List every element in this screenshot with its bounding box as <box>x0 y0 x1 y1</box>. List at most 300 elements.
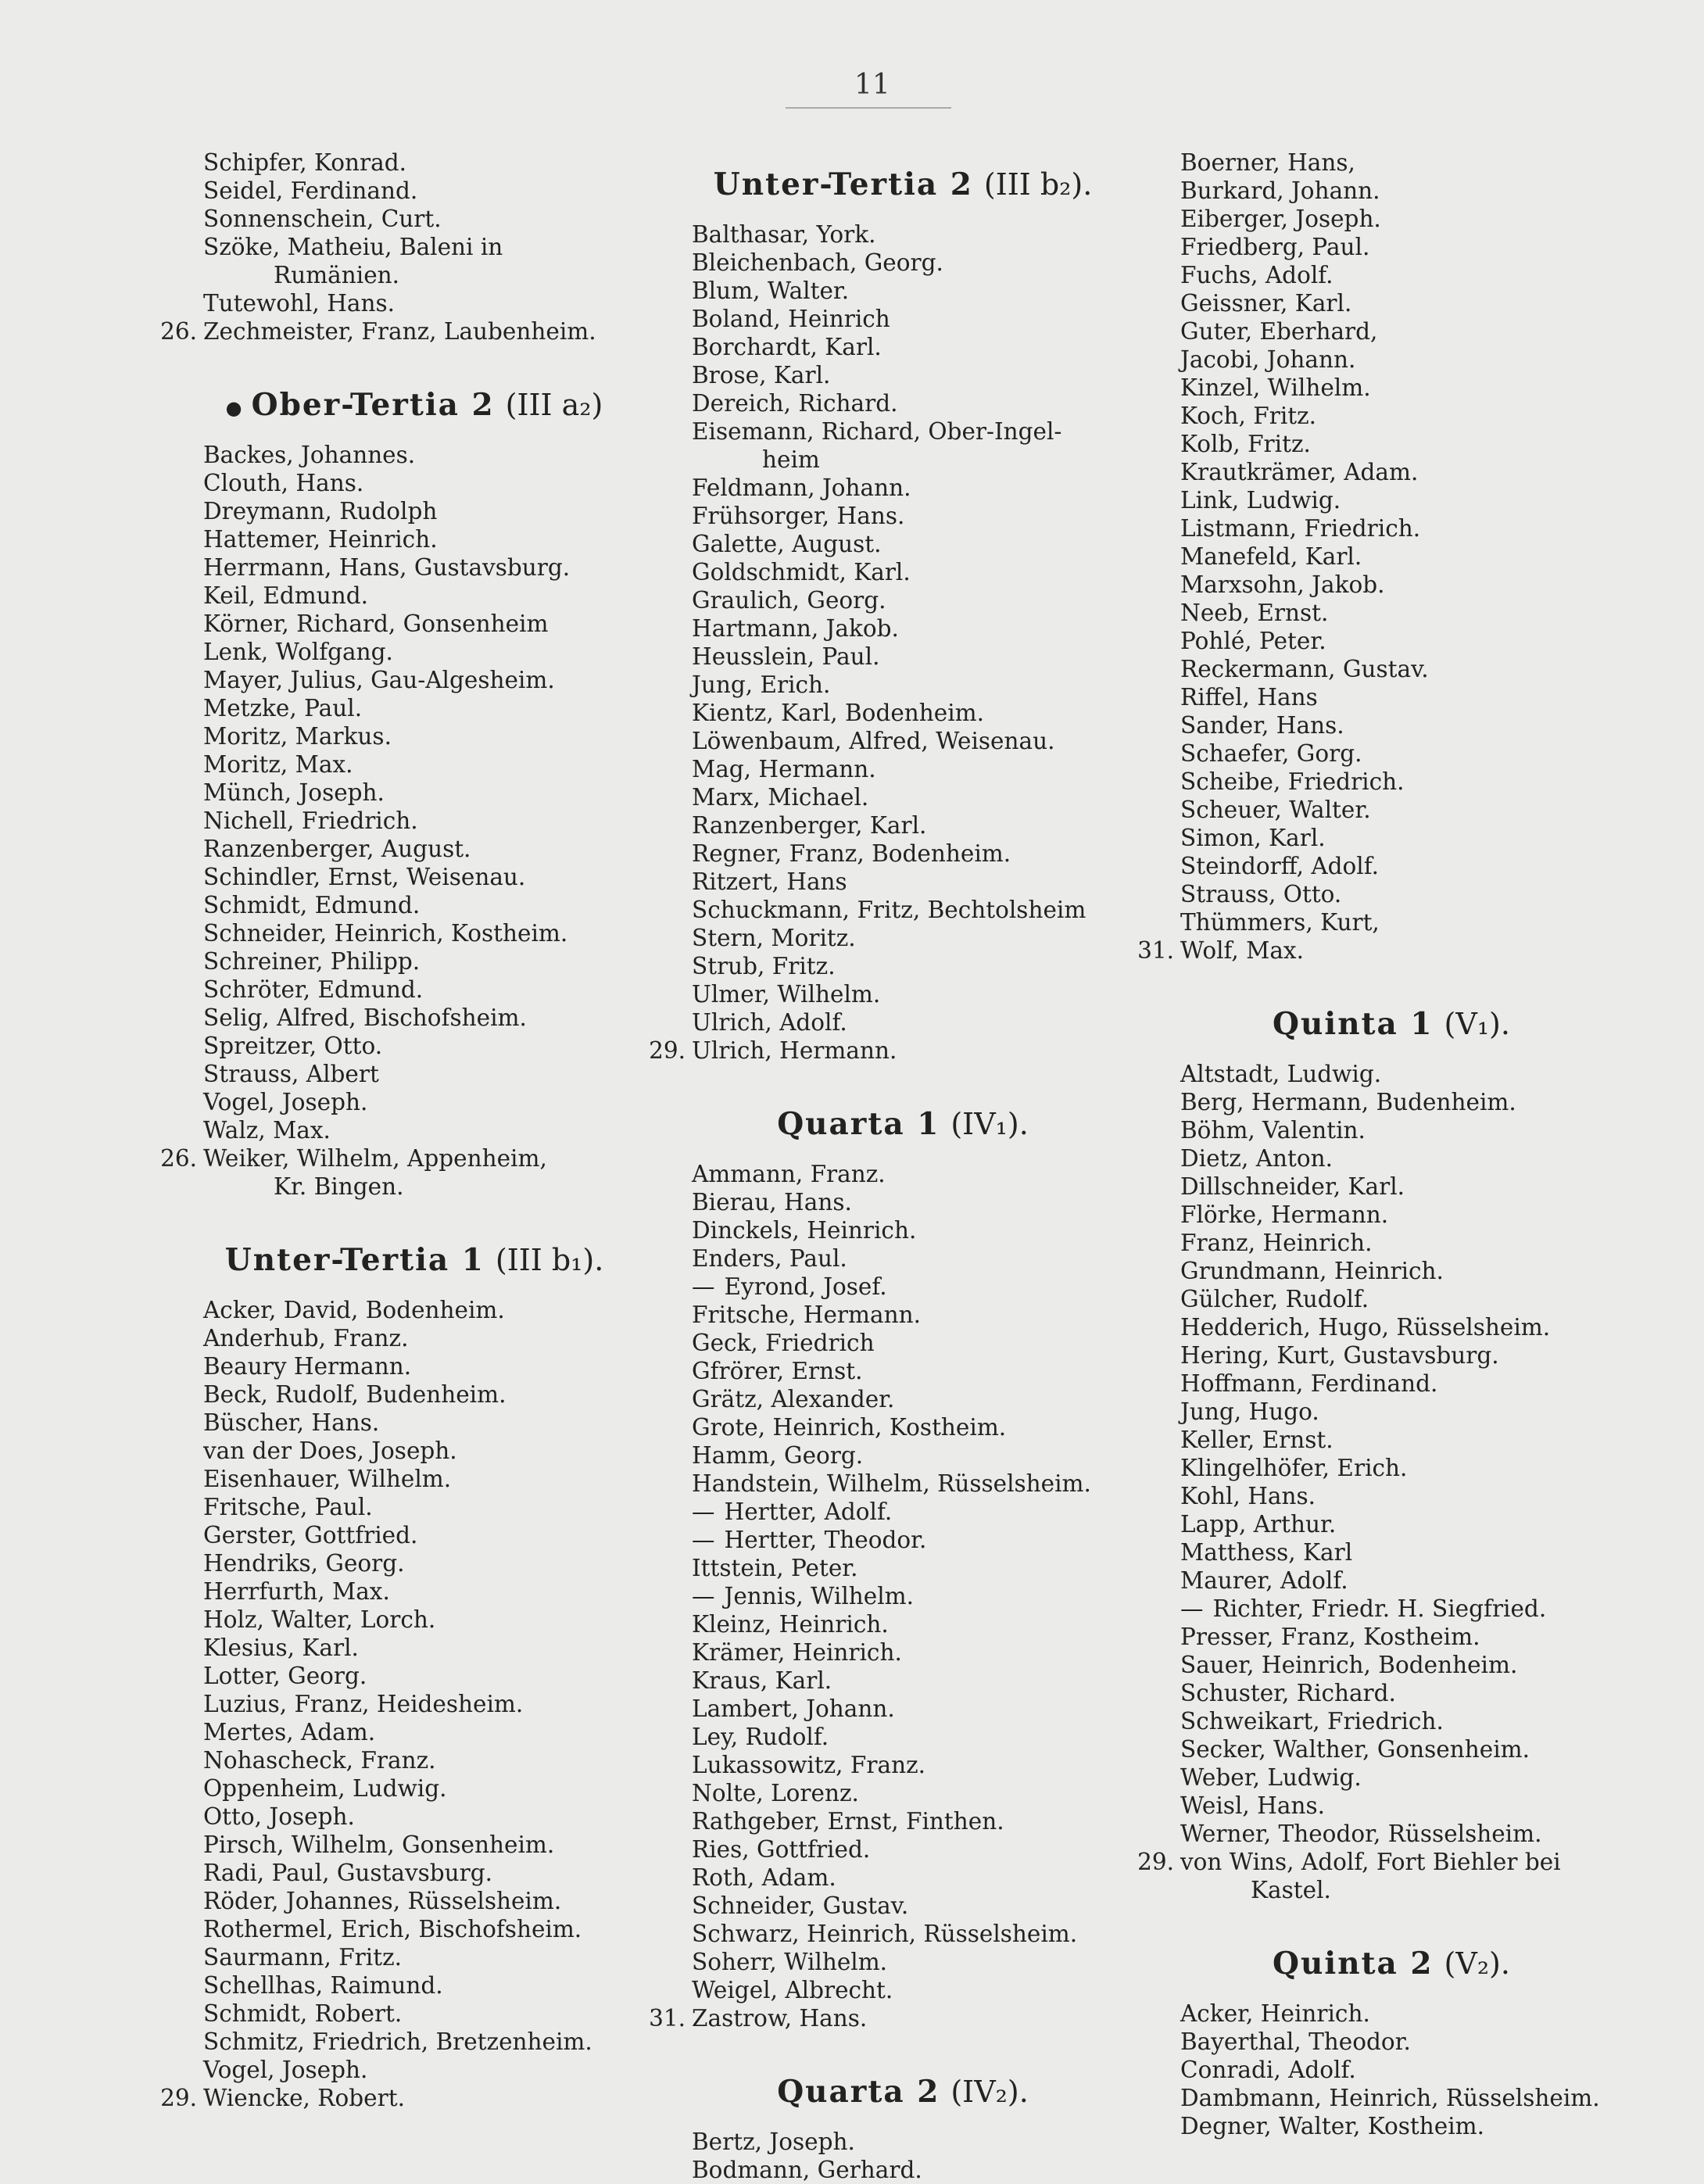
class-heading-title: Ober-Tertia 2 <box>251 387 495 423</box>
student-entry <box>637 417 1169 446</box>
student-entry <box>149 1324 680 1352</box>
student-name: Bodmann, Gerhard. <box>692 2157 922 2183</box>
student-entry <box>149 1549 680 1577</box>
student-name: Ritzert, Hans <box>692 868 847 895</box>
student-name: Guter, Eberhard, <box>1180 318 1378 345</box>
class-count: 29. <box>649 1037 686 1064</box>
student-entry <box>1126 1707 1657 1735</box>
student-entry <box>637 1244 1169 1273</box>
student-name: von Wins, Adolf, Fort Biehler bei <box>1180 1849 1561 1875</box>
student-entry <box>637 1470 1169 1498</box>
class-heading <box>149 1224 680 1296</box>
class-heading-title: Quarta 2 <box>777 2074 940 2110</box>
student-entry <box>637 1638 1169 1667</box>
student-name: Strub, Fritz. <box>692 953 836 979</box>
student-name: Hertter, Adolf. <box>724 1498 893 1525</box>
student-name: Schuckmann, Fritz, Bechtolsheim <box>692 897 1086 923</box>
student-name: Flörke, Hermann. <box>1180 1201 1389 1228</box>
student-entry <box>1126 2084 1657 2112</box>
student-entry <box>637 896 1169 924</box>
student-entry <box>637 952 1169 980</box>
student-name: Herrfurth, Max. <box>203 1578 390 1605</box>
student-name: Boland, Heinrich <box>692 306 890 332</box>
student-name: Hendriks, Georg. <box>203 1550 405 1577</box>
dash-mark: — <box>692 1498 715 1525</box>
student-entry <box>149 1437 680 1465</box>
student-name: Vogel, Joseph. <box>203 1089 368 1115</box>
student-name: Otto, Joseph. <box>203 1803 355 1830</box>
student-name: Lukassowitz, Franz. <box>692 1752 926 1778</box>
student-name: Sonnenschein, Curt. <box>203 206 442 232</box>
student-entry <box>637 1357 1169 1385</box>
student-name: Klesius, Karl. <box>203 1634 359 1661</box>
student-name: Hoffmann, Ferdinand. <box>1180 1370 1438 1397</box>
student-name: Hedderich, Hugo, Rüsselsheim. <box>1180 1314 1551 1341</box>
student-name: Hertter, Theodor. <box>724 1527 927 1553</box>
student-name: Mertes, Adam. <box>203 1719 376 1745</box>
student-entry-continuation <box>149 1173 680 1201</box>
student-entry <box>149 1465 680 1493</box>
student-entry <box>637 277 1169 305</box>
student-name: Weber, Ludwig. <box>1180 1764 1362 1791</box>
student-entry <box>1126 1763 1657 1792</box>
student-name: Ittstein, Peter. <box>692 1555 858 1581</box>
student-name: Sander, Hans. <box>1180 712 1344 739</box>
student-name: Clouth, Hans. <box>203 470 364 496</box>
class-heading <box>637 1088 1169 1160</box>
student-entry <box>149 289 680 317</box>
student-entry <box>637 361 1169 389</box>
student-name: Goldschmidt, Karl. <box>692 559 911 585</box>
student-name: Kohl, Hans. <box>1180 1483 1316 1509</box>
student-name: Backes, Johannes. <box>203 442 416 468</box>
student-entry <box>149 666 680 694</box>
student-name: Fritsche, Paul. <box>203 1494 373 1520</box>
student-name: Maurer, Adolf. <box>1180 1567 1348 1594</box>
student-entry-continuation <box>149 261 680 289</box>
student-name: Koch, Fritz. <box>1180 403 1317 429</box>
student-name: Schmidt, Robert. <box>203 2000 403 2027</box>
student-name: Ammann, Franz. <box>692 1161 886 1187</box>
student-entry <box>637 1835 1169 1864</box>
student-name: Dillschneider, Karl. <box>1180 1173 1405 1200</box>
student-entry <box>149 1144 680 1173</box>
class-count: 31. <box>649 2005 686 2032</box>
student-entry <box>149 1409 680 1437</box>
student-name: Hartmann, Jakob. <box>692 615 899 642</box>
student-entry <box>1126 2028 1657 2056</box>
student-entry <box>1126 149 1657 177</box>
student-name: Marx, Michael. <box>692 784 869 811</box>
student-entry <box>149 2028 680 2056</box>
student-name: Röder, Johannes, Rüsselsheim. <box>203 1888 562 1914</box>
student-entry <box>1126 768 1657 796</box>
student-name: Rothermel, Erich, Bischofsheim. <box>203 1916 582 1942</box>
student-name: Eisemann, Richard, Ober-Ingel- <box>692 418 1062 445</box>
student-name: Gfrörer, Ernst. <box>692 1358 863 1384</box>
student-entry <box>637 1920 1169 1948</box>
student-name: Spreitzer, Otto. <box>203 1033 383 1059</box>
student-name: Hering, Kurt, Gustavsburg. <box>1180 1342 1499 1369</box>
student-name: Neeb, Ernst. <box>1180 600 1329 626</box>
student-name: Conradi, Adolf. <box>1180 2057 1356 2083</box>
student-entry <box>1126 346 1657 374</box>
class-count: 29. <box>1137 1849 1174 1875</box>
student-name: Bierau, Hans. <box>692 1189 852 1216</box>
student-name: Zechmeister, Franz, Laubenheim. <box>203 318 596 345</box>
student-name: Blum, Walter. <box>692 277 850 304</box>
student-entry <box>637 1807 1169 1835</box>
student-name: Presser, Franz, Kostheim. <box>1180 1624 1480 1650</box>
student-entry <box>1126 402 1657 430</box>
class-count: 26. <box>160 318 197 345</box>
student-name: Pirsch, Wilhelm, Gonsenheim. <box>203 1831 555 1858</box>
student-entry <box>1126 880 1657 908</box>
student-name: Moritz, Max. <box>203 751 353 778</box>
class-heading-code: (III b₂). <box>983 167 1093 202</box>
student-name: Dreymann, Rudolph <box>203 498 438 525</box>
student-name: Borchardt, Karl. <box>692 334 882 360</box>
student-name: Kolb, Fritz. <box>1180 431 1311 457</box>
student-name: Schreiner, Philipp. <box>203 948 421 975</box>
student-name: Matthess, Karl <box>1180 1539 1353 1566</box>
student-entry <box>1126 824 1657 852</box>
student-name: Marxsohn, Jakob. <box>1180 571 1385 598</box>
student-entry <box>637 1723 1169 1751</box>
student-name: Grundmann, Heinrich. <box>1180 1258 1444 1284</box>
student-entry <box>149 947 680 976</box>
student-entry <box>637 1498 1169 1526</box>
student-entry <box>1126 627 1657 655</box>
student-name: Nolte, Lorenz. <box>692 1780 859 1806</box>
student-entry <box>1126 936 1657 965</box>
student-name: Link, Ludwig. <box>1180 487 1341 514</box>
student-name: Heusslein, Paul. <box>692 643 880 670</box>
student-entry <box>149 1116 680 1144</box>
student-name: Saurmann, Fritz. <box>203 1944 402 1971</box>
student-entry <box>637 1188 1169 1216</box>
student-entry <box>1126 1313 1657 1341</box>
student-name: Stern, Moritz. <box>692 925 856 951</box>
student-name: Lambert, Johann. <box>692 1695 895 1722</box>
student-name: Brose, Karl. <box>692 362 831 388</box>
student-name: Ranzenberger, Karl. <box>692 812 927 839</box>
student-name: Ulrich, Adolf. <box>692 1009 847 1036</box>
student-entry <box>1126 289 1657 317</box>
student-name: Tutewohl, Hans. <box>203 290 396 317</box>
student-entry <box>637 614 1169 643</box>
student-name: Metzke, Paul. <box>203 695 363 721</box>
student-name: Graulich, Georg. <box>692 587 886 614</box>
student-entry <box>637 755 1169 783</box>
student-name: Manefeld, Karl. <box>1180 543 1362 570</box>
student-entry <box>1126 1566 1657 1595</box>
student-name: Feldmann, Johann. <box>692 474 911 501</box>
student-name: Ulrich, Hermann. <box>692 1037 897 1064</box>
student-name: Gülcher, Rudolf. <box>1180 1286 1369 1312</box>
student-name: Anderhub, Franz. <box>203 1325 409 1352</box>
class-heading-code: (III a₂) <box>505 388 603 422</box>
student-entry <box>1126 1116 1657 1144</box>
student-entry <box>637 980 1169 1008</box>
student-entry <box>149 1746 680 1774</box>
student-name: Riffel, Hans <box>1180 684 1318 711</box>
student-entry <box>1126 1341 1657 1369</box>
student-entry <box>1126 1482 1657 1510</box>
student-name: Thümmers, Kurt, <box>1180 909 1380 936</box>
student-entry <box>637 474 1169 502</box>
student-entry <box>149 1088 680 1116</box>
student-name: Eyrond, Josef. <box>724 1273 887 1300</box>
student-name: Berg, Hermann, Budenheim. <box>1180 1089 1516 1115</box>
student-name: Hamm, Georg. <box>692 1442 864 1469</box>
student-name: Reckermann, Gustav. <box>1180 656 1429 682</box>
class-heading-title: Quinta 1 <box>1273 1006 1434 1042</box>
student-entry <box>149 891 680 919</box>
student-name: Dereich, Richard. <box>692 390 898 417</box>
dash-mark: — <box>692 1273 715 1300</box>
student-name: Radi, Paul, Gustavsburg. <box>203 1860 493 1886</box>
student-name: Schweikart, Friedrich. <box>1180 1708 1444 1735</box>
student-name: Listmann, Friedrich. <box>1180 515 1421 542</box>
student-entry <box>1126 1820 1657 1848</box>
column-1 <box>149 149 680 2112</box>
student-name: Schuster, Richard. <box>1180 1680 1396 1706</box>
student-name: Weigel, Albrecht. <box>692 1977 893 2003</box>
student-name: Ries, Gottfried. <box>692 1836 871 1863</box>
student-entry <box>637 1037 1169 1065</box>
student-entry <box>637 1751 1169 1779</box>
student-name: Weiker, Wilhelm, Appenheim, <box>203 1145 547 1172</box>
student-entry <box>1126 1144 1657 1173</box>
student-name: Rumänien. <box>274 262 400 288</box>
student-entry <box>1126 177 1657 205</box>
student-name: Kientz, Karl, Bodenheim. <box>692 700 985 726</box>
class-heading-code: (V₂). <box>1444 1946 1510 1981</box>
student-entry <box>149 525 680 553</box>
class-count: 29. <box>160 2085 197 2111</box>
student-entry <box>149 1380 680 1409</box>
student-name: Geck, Friedrich <box>692 1330 875 1356</box>
student-entry <box>637 1329 1169 1357</box>
student-entry <box>1126 205 1657 233</box>
student-name: Krautkrämer, Adam. <box>1180 459 1419 485</box>
student-entry <box>637 1385 1169 1413</box>
student-entry <box>1126 1679 1657 1707</box>
student-name: Walz, Max. <box>203 1117 331 1144</box>
student-entry <box>1126 486 1657 514</box>
class-heading-title: Quarta 1 <box>777 1106 940 1142</box>
student-entry <box>1126 655 1657 683</box>
student-name: van der Does, Joseph. <box>203 1438 457 1464</box>
student-name: Altstadt, Ludwig. <box>1180 1061 1382 1087</box>
student-name: Enders, Paul. <box>692 1245 847 1272</box>
student-name: Steindorff, Adolf. <box>1180 853 1379 879</box>
student-entry <box>149 694 680 722</box>
student-entry <box>637 1301 1169 1329</box>
student-entry <box>1126 1426 1657 1454</box>
student-entry <box>637 840 1169 868</box>
student-entry <box>637 1667 1169 1695</box>
student-name: Scheibe, Friedrich. <box>1180 768 1405 795</box>
student-name: Büscher, Hans. <box>203 1409 380 1436</box>
student-entry <box>637 671 1169 699</box>
student-entry <box>1126 233 1657 261</box>
student-name: Simon, Karl. <box>1180 825 1326 851</box>
student-name: Scheuer, Walter. <box>1180 797 1371 823</box>
student-entry <box>637 1779 1169 1807</box>
student-name: Schneider, Gustav. <box>692 1892 909 1919</box>
student-name: Beaury Hermann. <box>203 1353 412 1380</box>
student-name: Hattemer, Heinrich. <box>203 526 438 553</box>
student-name: Kraus, Karl. <box>692 1667 832 1694</box>
student-name: Schipfer, Konrad. <box>203 149 406 176</box>
student-entry <box>149 553 680 582</box>
student-entry <box>637 1008 1169 1037</box>
student-entry <box>637 1526 1169 1554</box>
class-heading <box>1126 1928 1657 2000</box>
student-entry <box>637 1892 1169 1920</box>
class-heading-code: (IV₁). <box>950 1107 1029 1141</box>
student-entry <box>1126 1088 1657 1116</box>
student-entry <box>637 333 1169 361</box>
student-name: Balthasar, York. <box>692 221 876 248</box>
student-entry <box>1126 1454 1657 1482</box>
student-name: Bayerthal, Theodor. <box>1180 2028 1411 2055</box>
student-entry-continuation <box>1126 1876 1657 1904</box>
student-entry <box>637 1695 1169 1723</box>
student-name: Keller, Ernst. <box>1180 1427 1333 1453</box>
student-entry <box>149 1943 680 1971</box>
student-name: Werner, Theodor, Rüsselsheim. <box>1180 1821 1542 1847</box>
student-entry <box>1126 542 1657 571</box>
student-entry <box>1126 1623 1657 1651</box>
student-entry <box>149 1662 680 1690</box>
student-entry <box>637 811 1169 840</box>
student-entry <box>637 1610 1169 1638</box>
class-heading-title: Quinta 2 <box>1273 1946 1434 1982</box>
student-name: Keil, Edmund. <box>203 582 368 609</box>
student-name: Schindler, Ernst, Weisenau. <box>203 864 526 890</box>
student-name: Ulmer, Wilhelm. <box>692 981 881 1008</box>
student-entry <box>149 1859 680 1887</box>
class-heading <box>637 2056 1169 2128</box>
student-entry <box>149 149 680 177</box>
student-entry <box>1126 1595 1657 1623</box>
student-entry <box>149 919 680 947</box>
student-entry <box>637 1441 1169 1470</box>
student-name: Nohascheck, Franz. <box>203 1747 436 1774</box>
student-name: Körner, Richard, Gonsenheim <box>203 610 549 637</box>
student-name: Szöke, Matheiu, Baleni in <box>203 234 503 260</box>
student-entry <box>1126 2000 1657 2028</box>
student-entry <box>637 727 1169 755</box>
student-entry <box>149 1718 680 1746</box>
student-entry <box>149 1803 680 1831</box>
student-entry <box>149 441 680 469</box>
student-name: Kinzel, Wilhelm. <box>1180 374 1371 401</box>
student-entry <box>149 317 680 346</box>
student-name: Beck, Rudolf, Budenheim. <box>203 1381 507 1408</box>
student-name: Gerster, Gottfried. <box>203 1522 418 1548</box>
student-entry <box>1126 1848 1657 1876</box>
student-name: Luzius, Franz, Heidesheim. <box>203 1691 524 1717</box>
dash-mark: — <box>1180 1595 1204 1622</box>
student-entry <box>149 1060 680 1088</box>
student-entry <box>637 1554 1169 1582</box>
student-name: Kleinz, Heinrich. <box>692 1611 889 1638</box>
student-entry <box>1126 852 1657 880</box>
student-name: Herrmann, Hans, Gustavsburg. <box>203 554 571 581</box>
student-name: Geissner, Karl. <box>1180 290 1352 317</box>
student-entry <box>1126 1201 1657 1229</box>
student-entry <box>637 558 1169 586</box>
student-name: heim <box>762 446 820 473</box>
student-name: Zastrow, Hans. <box>692 2005 868 2032</box>
student-name: Schmidt, Edmund. <box>203 892 421 918</box>
student-name: Frühsorger, Hans. <box>692 503 905 529</box>
student-name: Oppenheim, Ludwig. <box>203 1775 447 1802</box>
student-entry <box>149 2084 680 2112</box>
class-heading-title: Unter-Tertia 1 <box>224 1242 485 1278</box>
student-entry <box>637 1582 1169 1610</box>
student-name: Jung, Hugo. <box>1180 1398 1319 1425</box>
student-name: Krämer, Heinrich. <box>692 1639 902 1666</box>
student-name: Münch, Joseph. <box>203 779 385 806</box>
student-name: Grote, Heinrich, Kostheim. <box>692 1414 1007 1441</box>
column-2 <box>637 149 1169 2184</box>
student-name: Regner, Franz, Bodenheim. <box>692 840 1011 867</box>
student-entry <box>149 2000 680 2028</box>
bullet-mark: ● <box>225 396 242 419</box>
student-entry <box>637 868 1169 896</box>
student-name: Eisenhauer, Wilhelm. <box>203 1466 452 1492</box>
student-entry <box>1126 1538 1657 1566</box>
student-name: Handstein, Wilhelm, Rüsselsheim. <box>692 1470 1091 1497</box>
student-name: Fuchs, Adolf. <box>1180 262 1333 288</box>
student-entry <box>1126 739 1657 768</box>
student-entry <box>149 1774 680 1803</box>
student-entry <box>637 530 1169 558</box>
student-name: Secker, Walther, Gonsenheim. <box>1180 1736 1530 1763</box>
student-name: Strauss, Otto. <box>1180 881 1342 908</box>
student-entry <box>1126 1398 1657 1426</box>
student-name: Acker, Heinrich. <box>1180 2000 1370 2027</box>
student-entry <box>149 807 680 835</box>
student-entry <box>637 2004 1169 2032</box>
student-entry <box>149 638 680 666</box>
student-entry <box>637 220 1169 249</box>
student-entry <box>637 643 1169 671</box>
student-entry <box>637 924 1169 952</box>
student-entry <box>149 1971 680 2000</box>
student-entry <box>149 1690 680 1718</box>
student-name: Seidel, Ferdinand. <box>203 177 418 204</box>
student-name: Franz, Heinrich. <box>1180 1230 1373 1256</box>
student-name: Richter, Friedr. H. Siegfried. <box>1212 1595 1547 1622</box>
student-entry-continuation <box>637 446 1169 474</box>
student-name: Dinckels, Heinrich. <box>692 1217 917 1244</box>
student-name: Jung, Erich. <box>692 671 831 698</box>
dash-mark: — <box>692 1583 715 1609</box>
student-entry <box>637 2128 1169 2156</box>
student-entry <box>149 1352 680 1380</box>
class-heading <box>1126 988 1657 1060</box>
student-name: Jennis, Wilhelm. <box>724 1583 915 1609</box>
student-entry <box>149 976 680 1004</box>
student-entry <box>1126 683 1657 711</box>
student-entry <box>1126 374 1657 402</box>
